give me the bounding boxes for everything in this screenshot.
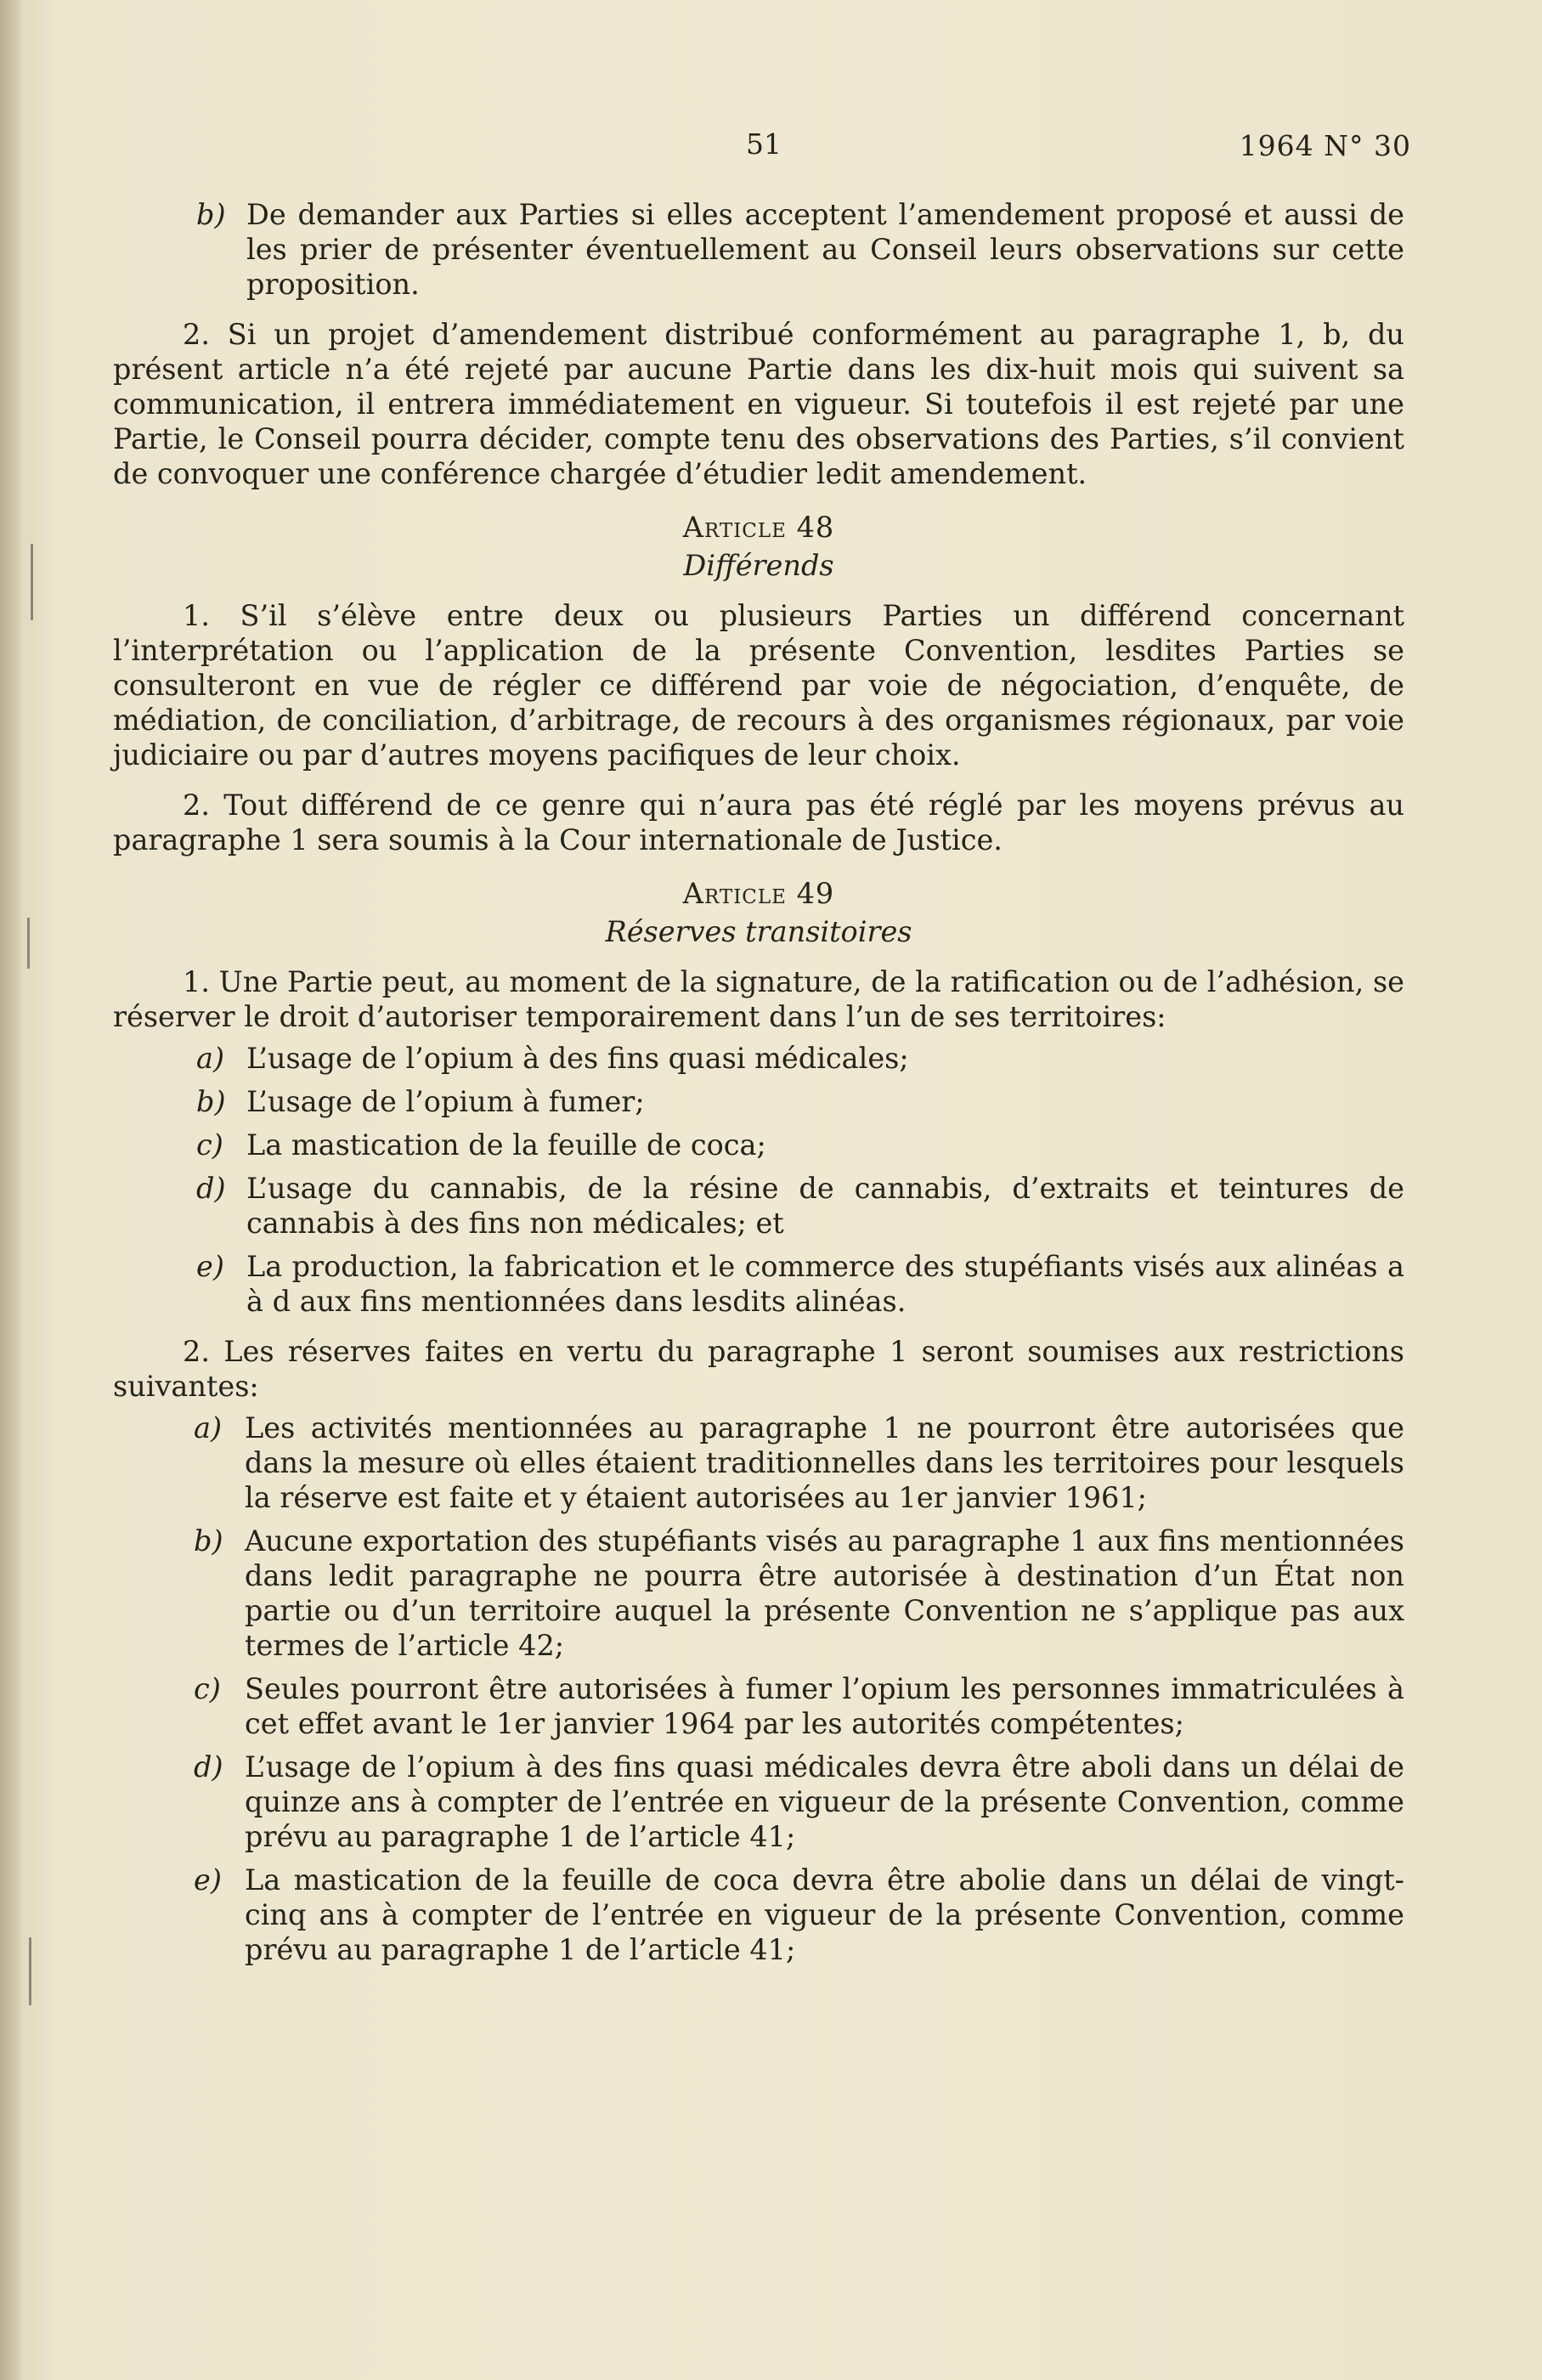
- page-number: 51: [746, 127, 782, 161]
- item-label: b): [196, 1085, 226, 1118]
- page-edge-mark: [29, 1937, 31, 2005]
- item-label: a): [194, 1411, 223, 1444]
- article-heading: Article 49: [682, 877, 835, 910]
- document-body: [113, 197, 1404, 1976]
- item-label: b): [196, 198, 226, 231]
- list-item: [113, 1171, 1404, 1241]
- list-item: [113, 1524, 1404, 1663]
- paragraph: 2. Si un projet d’amendement distribué conformément au paragraphe 1, b, du présent article n’a été rejeté par aucune Partie dans les dix-huit mois qui suivent sa communication, il entrera immédiatement en vigueur. Si toutefois il est rejeté par une Partie, le Conseil pourra décider, compte tenu des observations des Parties, s’il convient de convoquer une conférence chargée d’étudier ledit amendement.: [113, 318, 1404, 490]
- paragraph: 1. S’il s’élève entre deux ou plusieurs Parties un différend concernant l’interprétation ou l’application de la présente Convention, lesdites Parties se consulteront en vue de régler ce différend par voie de négociation, d’enquête, de médiation, de conciliation, d’arbitrage, de recours à des organismes régionaux, par voie judiciaire ou par d’autres moyens pacifiques de leur choix.: [113, 599, 1404, 772]
- item-text: Aucune exportation des stupéfiants visés au paragraphe 1 aux fins mentionnées dans ledit paragraphe ne pourra être autorisée à destination d’un État non partie ou d’un territoire auquel la présente Convention ne s’applique pas aux termes de l’article 42;: [245, 1524, 1404, 1662]
- item-text: La mastication de la feuille de coca devra être abolie dans un délai de vingt-cinq ans à compter de l’entrée en vigueur de la présente Convention, comme prévu au paragraphe 1 de l’article 41;: [245, 1863, 1404, 1966]
- treaty-series-reference: 1964 N° 30: [1239, 129, 1411, 162]
- list-item: [113, 1863, 1404, 1967]
- item-label: e): [196, 1250, 224, 1283]
- list-item: [113, 1249, 1404, 1319]
- article-heading: Article 48: [682, 511, 835, 544]
- item-text: L’usage de l’opium à fumer;: [246, 1085, 645, 1118]
- item-label: c): [194, 1672, 221, 1705]
- item-label: e): [194, 1863, 222, 1897]
- item-text: L’usage de l’opium à des fins quasi médicales devra être aboli dans un délai de quinze ans à compter de l’entrée en vigueur de la présente Convention, comme prévu au paragraphe 1 de l’article 41;: [245, 1750, 1404, 1853]
- list-item: [113, 1041, 1404, 1076]
- list-item: [113, 197, 1404, 302]
- paragraph: 2. Les réserves faites en vertu du paragraphe 1 seront soumises aux restrictions suivantes:: [113, 1335, 1404, 1403]
- item-text: Seules pourront être autorisées à fumer l’opium les personnes immatriculées à cet effet avant le 1er janvier 1964 par les autorités compétentes;: [245, 1672, 1404, 1740]
- permitted-uses-list: [113, 1041, 1404, 1319]
- book-spine-edge: [0, 0, 20, 2380]
- list-item: [113, 1410, 1404, 1515]
- item-label: d): [196, 1172, 226, 1205]
- item-label: d): [194, 1750, 223, 1784]
- restrictions-list: [113, 1410, 1404, 1967]
- item-text: La mastication de la feuille de coca;: [246, 1128, 766, 1162]
- article-title: Réserves transitoires: [605, 915, 912, 948]
- item-text: L’usage de l’opium à des fins quasi médicales;: [246, 1042, 909, 1075]
- item-text: La production, la fabrication et le commerce des stupéfiants visés aux alinéas a à d aux fins mentionnées dans lesdits alinéas.: [246, 1250, 1404, 1318]
- page-edge-mark: [31, 544, 33, 620]
- article-title: Différends: [683, 549, 834, 582]
- list-item: [113, 1750, 1404, 1854]
- list-item: [113, 1671, 1404, 1741]
- item-text: Les activités mentionnées au paragraphe 1 ne pourront être autorisées que dans la mesure où elles étaient traditionnelles dans les territoires pour lesquels la réserve est faite et y étaient autorisées au 1er janvier 1961;: [245, 1411, 1404, 1514]
- list-item: [113, 1128, 1404, 1162]
- item-label: c): [196, 1128, 223, 1162]
- paragraph: 1. Une Partie peut, au moment de la signature, de la ratification ou de l’adhésion, se réserver le droit d’autoriser temporairement dans l’un de ses territoires:: [113, 965, 1404, 1033]
- item-label: a): [196, 1042, 225, 1075]
- item-text: De demander aux Parties si elles acceptent l’amendement proposé et aussi de les prier de présenter éventuellement au Conseil leurs observations sur cette proposition.: [246, 198, 1404, 301]
- list-item: [113, 1084, 1404, 1119]
- item-text: L’usage du cannabis, de la résine de cannabis, d’extraits et teintures de cannabis à des fins non médicales; et: [246, 1172, 1404, 1240]
- page-header: [0, 127, 1542, 170]
- item-label: b): [194, 1524, 223, 1557]
- page-edge-mark: [27, 918, 30, 969]
- paragraph: 2. Tout différend de ce genre qui n’aura pas été réglé par les moyens prévus au paragraphe 1 sera soumis à la Cour internationale de Justice.: [113, 789, 1404, 856]
